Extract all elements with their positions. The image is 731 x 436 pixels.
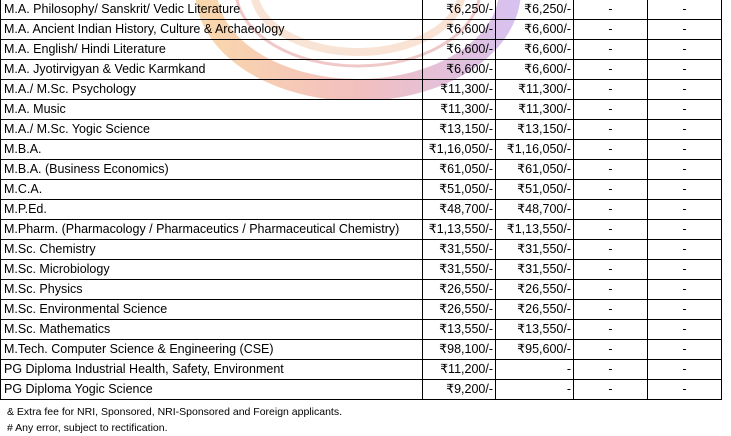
table-row: [1, 220, 722, 240]
fee-cell: ₹1,13,550/-: [423, 220, 496, 240]
course-name: M.B.A.: [1, 140, 423, 160]
fee-cell: ₹11,300/-: [423, 80, 496, 100]
fee-cell: ₹26,550/-: [496, 280, 574, 300]
fee-cell: ₹6,600/-: [496, 20, 574, 40]
fee-cell: ₹26,550/-: [423, 280, 496, 300]
fee-cell: ₹95,600/-: [496, 340, 574, 360]
fee-cell: ₹31,550/-: [423, 260, 496, 280]
fee-cell: -: [574, 180, 648, 200]
course-name: M.Pharm. (Pharmacology / Pharmaceutics / Pharmaceutical Chemistry): [1, 220, 423, 240]
fee-cell: -: [648, 260, 722, 280]
fee-cell: -: [648, 280, 722, 300]
fee-cell: -: [574, 340, 648, 360]
course-name: PG Diploma Industrial Health, Safety, Environment: [1, 360, 423, 380]
fee-cell: ₹13,150/-: [423, 120, 496, 140]
table-row: [1, 180, 722, 200]
fee-cell: -: [648, 120, 722, 140]
fee-cell: -: [574, 280, 648, 300]
fee-cell: ₹6,600/-: [496, 40, 574, 60]
course-name: M.Tech. Computer Science & Engineering (CSE): [1, 340, 423, 360]
fee-cell: ₹13,150/-: [496, 120, 574, 140]
course-name: M.A. English/ Hindi Literature: [1, 40, 423, 60]
fee-cell: -: [574, 380, 648, 400]
fee-cell: ₹31,550/-: [496, 260, 574, 280]
fee-cell: ₹11,300/-: [423, 100, 496, 120]
fee-cell: -: [648, 20, 722, 40]
fee-cell: ₹26,550/-: [496, 300, 574, 320]
table-row: [1, 0, 722, 20]
fee-cell: ₹31,550/-: [423, 240, 496, 260]
course-name: M.A. Ancient Indian History, Culture & Archaeology: [1, 20, 423, 40]
course-name: M.A. Philosophy/ Sanskrit/ Vedic Literature: [1, 0, 423, 20]
table-row: [1, 80, 722, 100]
table-row: [1, 160, 722, 180]
fee-cell: ₹61,050/-: [496, 160, 574, 180]
fee-cell: -: [574, 100, 648, 120]
fee-cell: ₹26,550/-: [423, 300, 496, 320]
fee-cell: ₹61,050/-: [423, 160, 496, 180]
fee-cell: -: [648, 0, 722, 20]
fee-cell: -: [648, 340, 722, 360]
fee-cell: -: [648, 300, 722, 320]
fee-cell: -: [648, 160, 722, 180]
fee-cell: ₹51,050/-: [496, 180, 574, 200]
fee-cell: -: [574, 160, 648, 180]
fee-cell: -: [648, 40, 722, 60]
fee-cell: ₹9,200/-: [423, 380, 496, 400]
fee-cell: ₹6,250/-: [496, 0, 574, 20]
table-row: [1, 60, 722, 80]
fee-cell: ₹13,550/-: [423, 320, 496, 340]
table-row: [1, 120, 722, 140]
fee-cell: -: [496, 360, 574, 380]
table-row: [1, 340, 722, 360]
fee-cell: -: [574, 40, 648, 60]
fee-cell: -: [574, 240, 648, 260]
table-row: [1, 240, 722, 260]
course-name: M.Sc. Microbiology: [1, 260, 423, 280]
fee-cell: ₹6,600/-: [423, 40, 496, 60]
fee-cell: -: [648, 60, 722, 80]
course-name: M.A. Jyotirvigyan & Vedic Karmkand: [1, 60, 423, 80]
fee-cell: -: [574, 0, 648, 20]
course-name: M.Sc. Mathematics: [1, 320, 423, 340]
footnotes: [7, 404, 342, 436]
table-row: [1, 300, 722, 320]
fee-cell: ₹6,250/-: [423, 0, 496, 20]
fee-cell: -: [574, 360, 648, 380]
fee-cell: -: [574, 320, 648, 340]
course-name: PG Diploma Yogic Science: [1, 380, 423, 400]
fee-cell: ₹51,050/-: [423, 180, 496, 200]
fee-cell: -: [574, 120, 648, 140]
fee-cell: -: [648, 200, 722, 220]
course-name: M.A./ M.Sc. Psychology: [1, 80, 423, 100]
fee-cell: ₹1,16,050/-: [423, 140, 496, 160]
course-name: M.Sc. Environmental Science: [1, 300, 423, 320]
fee-cell: -: [648, 100, 722, 120]
course-name: M.Sc. Chemistry: [1, 240, 423, 260]
fee-cell: ₹6,600/-: [423, 60, 496, 80]
table-row: [1, 100, 722, 120]
course-name: M.P.Ed.: [1, 200, 423, 220]
table-row: [1, 320, 722, 340]
fee-cell: -: [574, 80, 648, 100]
fee-cell: ₹48,700/-: [496, 200, 574, 220]
fee-cell: ₹13,550/-: [496, 320, 574, 340]
fee-cell: -: [574, 260, 648, 280]
fee-cell: ₹1,16,050/-: [496, 140, 574, 160]
fee-cell: -: [574, 200, 648, 220]
course-name: M.B.A. (Business Economics): [1, 160, 423, 180]
fee-cell: -: [648, 220, 722, 240]
fee-cell: -: [496, 380, 574, 400]
course-name: M.A. Music: [1, 100, 423, 120]
fee-cell: ₹11,200/-: [423, 360, 496, 380]
fee-cell: ₹98,100/-: [423, 340, 496, 360]
fee-cell: ₹1,13,550/-: [496, 220, 574, 240]
table-row: [1, 200, 722, 220]
course-name: M.Sc. Physics: [1, 280, 423, 300]
table-row: [1, 280, 722, 300]
fee-cell: -: [648, 140, 722, 160]
fee-cell: -: [648, 380, 722, 400]
fee-cell: -: [648, 240, 722, 260]
fee-cell: -: [574, 60, 648, 80]
fee-cell: -: [648, 320, 722, 340]
fee-cell: -: [648, 180, 722, 200]
fee-cell: -: [648, 80, 722, 100]
fee-cell: -: [574, 20, 648, 40]
course-name: M.A./ M.Sc. Yogic Science: [1, 120, 423, 140]
fee-cell: ₹6,600/-: [496, 60, 574, 80]
fee-cell: ₹11,300/-: [496, 100, 574, 120]
course-name: M.C.A.: [1, 180, 423, 200]
table-row: [1, 20, 722, 40]
fee-cell: -: [574, 300, 648, 320]
table-row: [1, 360, 722, 380]
fee-cell: ₹48,700/-: [423, 200, 496, 220]
fee-cell: -: [574, 140, 648, 160]
table-row: [1, 380, 722, 400]
table-row: [1, 140, 722, 160]
fee-cell: ₹6,600/-: [423, 20, 496, 40]
table-row: [1, 260, 722, 280]
fee-cell: -: [574, 220, 648, 240]
footnote-error: # Any error, subject to rectification.: [7, 422, 168, 434]
fee-cell: -: [648, 360, 722, 380]
footnote-extra-fee: & Extra fee for NRI, Sponsored, NRI-Sponsored and Foreign applicants.: [7, 406, 343, 418]
table-row: [1, 40, 722, 60]
fee-cell: ₹31,550/-: [496, 240, 574, 260]
fee-cell: ₹11,300/-: [496, 80, 574, 100]
